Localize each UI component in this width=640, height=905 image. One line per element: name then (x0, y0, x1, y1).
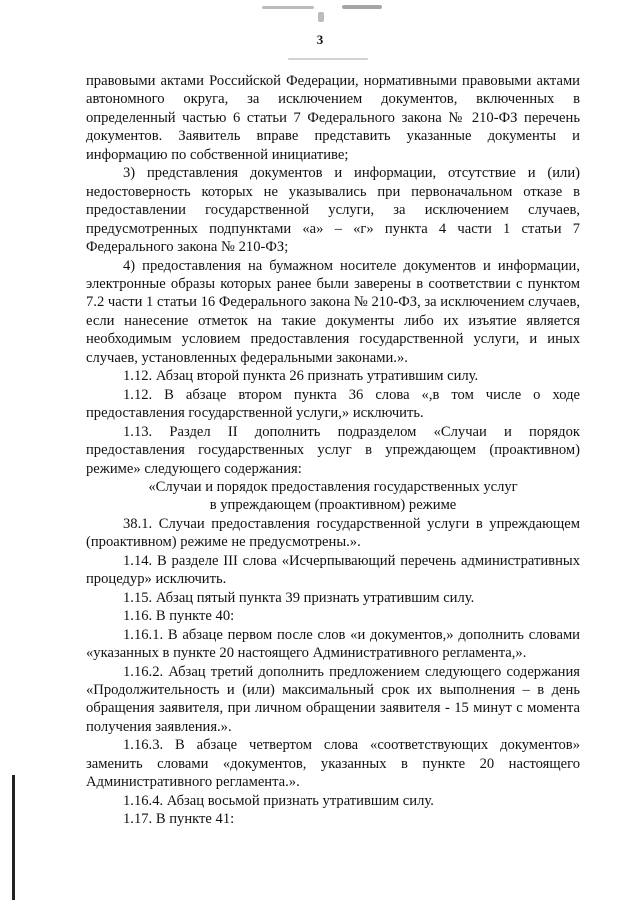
scan-smudge (262, 6, 314, 9)
page-number: 3 (316, 32, 324, 47)
paragraph: 38.1. Случаи предоставления государственной услуги в упреждающем (проактивном) режиме не предусмотрены.». (86, 515, 580, 551)
paragraph: 1.16.2. Абзац третий дополнить предложением следующего содержания «Продолжительность и (или) максимальный срок их выполнения – в день обращения заявителя, при личном обращении заявителя - 15 минут с момента получения заявления.». (86, 663, 580, 735)
paragraph: 1.16.3. В абзаце четвертом слова «соответствующих документов» заменить словами «документов, указанных в пункте 20 настоящего Административного регламента.». (86, 737, 580, 791)
paragraph: 1.16. В пункте 40: (123, 608, 235, 625)
subsection-heading: «Случаи и порядок предоставления государственных услуг (148, 478, 518, 495)
scan-edge-bar (12, 775, 15, 900)
subsection-heading: в упреждающем (проактивном) режиме (209, 497, 457, 514)
paragraph: 1.15. Абзац пятый пункта 39 признать утратившим силу. (123, 589, 475, 606)
paragraph: правовыми актами Российской Федерации, нормативными правовыми актами автономного округа, за исключением документов, включенных в определенный частью 6 статьи 7 Федерального закона № 210-ФЗ перечень документов. Заявитель вправе представить указанные документы и информацию по собственной инициативе; (86, 73, 580, 163)
paragraph: 1.16.1. В абзаце первом после слов «и документов,» дополнить словами «указанных в пункте 20 настоящего Административного регламента,». (86, 626, 580, 662)
scan-smudge (318, 12, 324, 22)
paragraph: 1.14. В разделе III слова «Исчерпывающий перечень административных процедур» исключить. (86, 552, 580, 588)
paragraph: 1.12. Абзац второй пункта 26 признать утратившим силу. (123, 368, 479, 385)
scan-smudge (342, 5, 382, 9)
document-body (86, 72, 580, 829)
paragraph: 3) представления документов и информации, отсутствие и (или) недостоверность которых не указывались при первоначальном отказе в предоставлении государственной услуги, за исключением случаев, предусмотренных подпунктами «а» – «г» пункта 4 части 1 статьи 7 Федерального закона № 210-ФЗ; (86, 165, 580, 256)
paragraph: 1.12. В абзаце втором пункта 36 слова «,в том числе о ходе предоставления государственной услуги,» исключить. (86, 386, 580, 422)
paragraph: 1.17. В пункте 41: (123, 811, 235, 828)
scan-smudge (288, 58, 368, 60)
paragraph: 4) предоставления на бумажном носителе документов и информации, электронные образы которых ранее были заверены в соответствии с пунктом 7.2 части 1 статьи 16 Федерального закона № 210-ФЗ, за исключением случаев, если нанесение отметок на такие документы либо их изъятие является необходимым условием предоставления государственной услуги, и иных случаев, установленных федеральными законами.». (86, 257, 580, 366)
paragraph: 1.16.4. Абзац восьмой признать утратившим силу. (123, 792, 434, 809)
paragraph: 1.13. Раздел II дополнить подразделом «Случаи и порядок предоставления государственных услуг в упреждающем (проактивном) режиме» следующего содержания: (86, 423, 580, 477)
